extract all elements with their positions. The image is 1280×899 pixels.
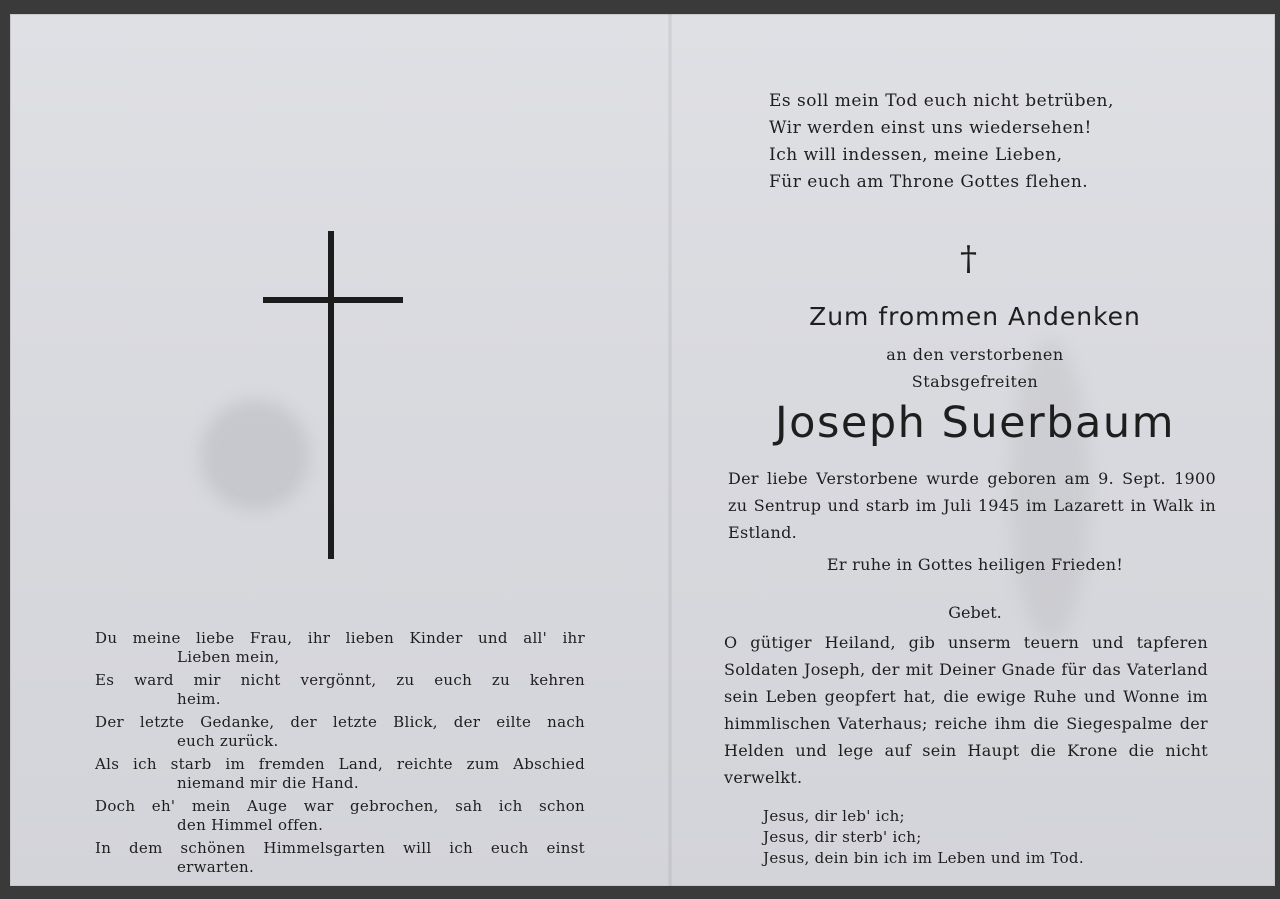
poem-line: Als ich starb im fremden Land, reichte zum Abschied — [95, 755, 585, 773]
verse-line: Wir werden einst uns wiedersehen! — [769, 118, 1092, 138]
poem-line-continuation: Lieben mein, — [177, 648, 280, 666]
closing-invocation — [763, 806, 1203, 869]
poem-line-continuation: heim. — [177, 690, 221, 708]
rank-label: Stabsgefreiten — [911, 372, 1039, 391]
poem-line: Du meine liebe Frau, ihr lieben Kinder und all' ihr — [95, 629, 585, 647]
poem-stanza — [95, 838, 585, 876]
memorial-heading: Zum frommen Andenken — [809, 302, 1141, 331]
poem-line: Doch eh' mein Auge war gebrochen, sah ich schon — [95, 797, 585, 815]
deceased-name: Joseph Suerbaum — [774, 398, 1176, 448]
small-cross-icon: † — [960, 239, 977, 279]
biography-text: Der liebe Verstorbene wurde geboren am 9. Sept. 1900 zu Sentrup und starb im Juli 1945 im Lazarett in Walk in Estland. — [728, 469, 1216, 542]
poem-stanza — [95, 796, 585, 834]
farewell-poem — [95, 628, 585, 880]
poem-stanza — [95, 628, 585, 666]
water-stain — [200, 400, 310, 510]
poem-line: In dem schönen Himmelsgarten will ich euch einst — [95, 839, 585, 857]
poem-stanza — [95, 754, 585, 792]
top-verse — [769, 88, 1149, 196]
poem-line: Es ward mir nicht vergönnt, zu euch zu kehren — [95, 671, 585, 689]
poem-line: Der letzte Gedanke, der letzte Blick, der eilte nach — [95, 713, 585, 731]
invocation-line: Jesus, dein bin ich im Leben und im Tod. — [763, 849, 1084, 867]
poem-line-continuation: euch zurück. — [177, 732, 279, 750]
verse-line: Für euch am Throne Gottes flehen. — [769, 172, 1089, 192]
prayer-text: O gütiger Heiland, gib unserm teuern und tapferen Soldaten Joseph, der mit Deiner Gnade für das Vaterland sein Leben geopfert hat, die ewige Ruhe und Wonne im himmlischen Vaterhaus; reiche ihm die Siegespalme der Helden und lege auf sein Haupt die Krone die nicht verwelkt. — [724, 633, 1208, 787]
prayer-title: Gebet. — [948, 603, 1002, 622]
poem-line-continuation: erwarten. — [177, 858, 255, 876]
rest-in-peace-line: Er ruhe in Gottes heiligen Frieden! — [826, 555, 1124, 574]
card-fold — [668, 14, 672, 886]
poem-line-continuation: niemand mir die Hand. — [177, 774, 359, 792]
poem-stanza — [95, 670, 585, 708]
verse-line: Es soll mein Tod euch nicht betrüben, — [769, 91, 1114, 111]
poem-line-continuation: den Himmel offen. — [177, 816, 324, 834]
verse-line: Ich will indessen, meine Lieben, — [769, 145, 1063, 165]
invocation-line: Jesus, dir leb' ich; — [763, 807, 905, 825]
subheading: an den verstorbenen — [886, 345, 1064, 364]
invocation-line: Jesus, dir sterb' ich; — [763, 828, 922, 846]
poem-stanza — [95, 712, 585, 750]
